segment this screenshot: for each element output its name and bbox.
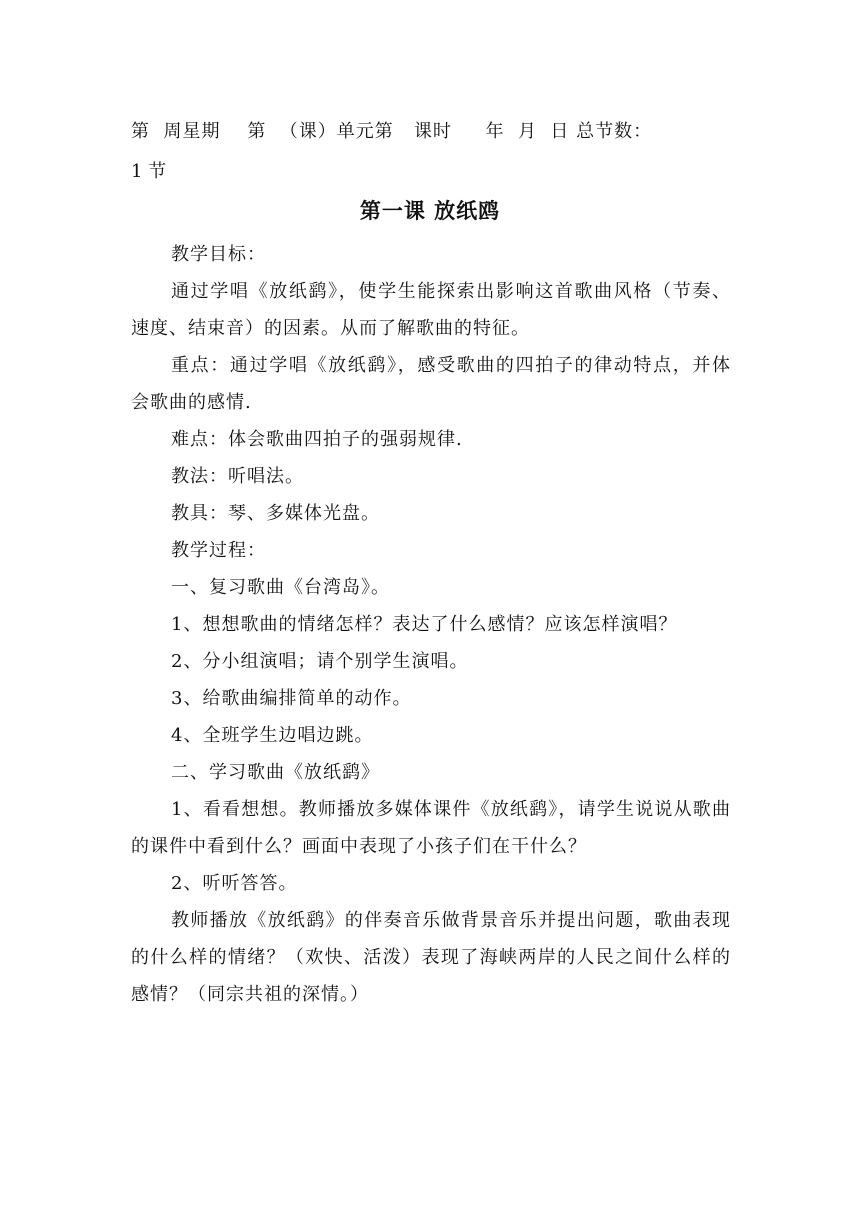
paragraph-method: 教法：听唱法。 xyxy=(171,466,304,487)
lesson-body xyxy=(131,236,731,1013)
paragraph-tools: 教具：琴、多媒体光盘。 xyxy=(171,503,380,524)
header-schedule-continuation: 1 节 xyxy=(131,161,167,182)
paragraph-review-1: 1、想想歌曲的情绪怎样？表达了什么感情？应该怎样演唱？ xyxy=(171,614,678,635)
paragraph-difficulty: 难点：体会歌曲四拍子的强弱规律. xyxy=(171,429,463,450)
paragraph-review-heading: 一、复习歌曲《台湾岛》。 xyxy=(171,577,390,598)
lesson-title: 第一课 放纸鸥 xyxy=(359,199,501,223)
paragraph-review-4: 4、全班学生边唱边跳。 xyxy=(171,725,374,746)
paragraph-learn-2: 2、听听答答。 xyxy=(171,873,298,894)
paragraph-learn-2-detail: 教师播放《放纸鹞》的伴奏音乐做背景音乐并提出问题，歌曲表现的什么样的情绪？（欢快、活泼）表现了海峡两岸的人民之间什么样的感情？（同宗共祖的深情。） xyxy=(131,910,731,1005)
paragraph-learn-heading: 二、学习歌曲《放纸鹞》 xyxy=(171,762,380,783)
paragraph-objectives-heading: 教学目标： xyxy=(171,244,266,265)
paragraph-learn-1: 1、看看想想。教师播放多媒体课件《放纸鹞》，请学生说说从歌曲的课件中看到什么？画面中表现了小孩子们在干什么？ xyxy=(131,799,731,857)
paragraph-objectives: 通过学唱《放纸鹞》，使学生能探索出影响这首歌曲风格（节奏、速度、结束音）的因素。从而了解歌曲的特征。 xyxy=(131,281,731,339)
paragraph-review-2: 2、分小组演唱；请个别学生演唱。 xyxy=(171,651,469,672)
header-schedule-line: 第 周星期 第 （课）单元第 课时 年 月 日 总节数： xyxy=(131,121,653,142)
paragraph-key-point: 重点：通过学唱《放纸鹞》，感受歌曲的四拍子的律动特点，并体会歌曲的感情. xyxy=(131,355,731,413)
paragraph-process-heading: 教学过程： xyxy=(171,540,266,561)
paragraph-review-3: 3、给歌曲编排简单的动作。 xyxy=(171,688,412,709)
